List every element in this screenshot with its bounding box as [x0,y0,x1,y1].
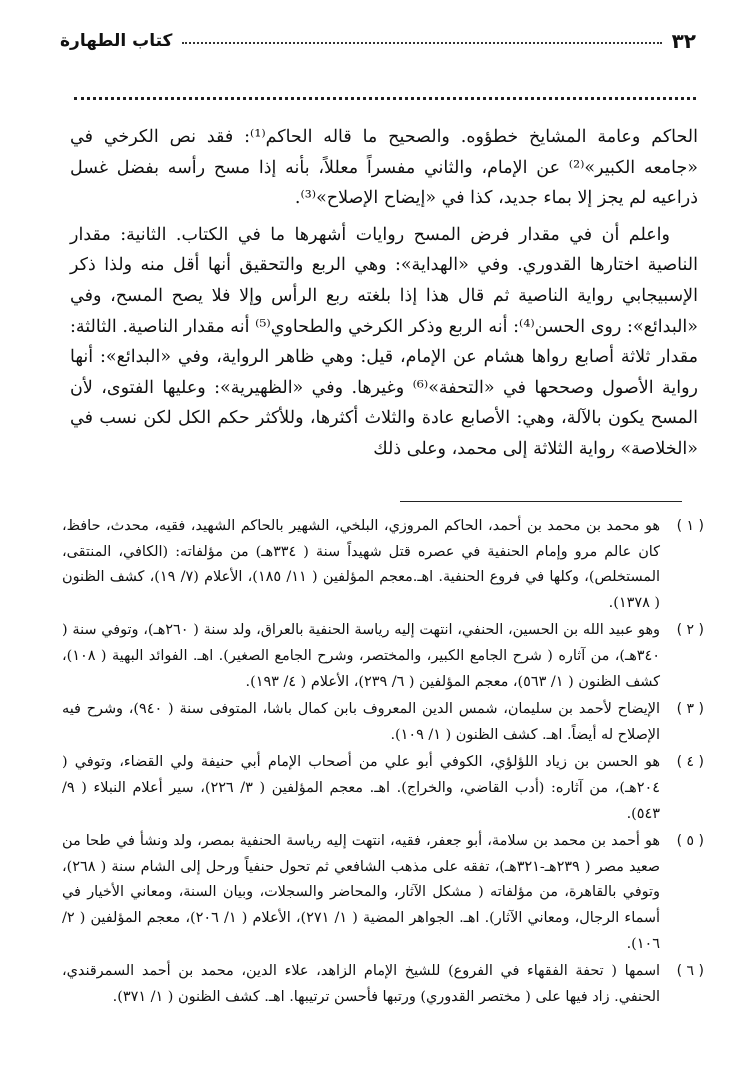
footnote-text: هو محمد بن محمد بن أحمد، الحاكم المروزي، البلخي، الشهير بالحاكم الشهيد، فقيه، محدث، حافظ، كان عالم مرو وإمام الحنفية في عصره قتل شهيداً سنة ( ٣٣٤هـ) من مؤلفاته: (الكافي، المنتقى، المستخلص)، وكلها في فروع الحنفية. اهـ.معجم المؤلفين ( ١١/ ١٨٥)، الأعلام (٧/ ١٩)، كشف الظنون ( ١٣٧٨). [62,518,661,611]
running-header [60,26,696,56]
paragraph: الحاكم وعامة المشايخ خطؤوه. والصحيح ما قاله الحاكم⁽¹⁾: فقد نص الكرخي في «جامعه الكبير»⁽²⁾ عن الإمام، والثاني مفسراً معللاً، بأنه إذا مسح رأسه بفضل غسل ذراعيه لم يجز إلا بماء جديد، كذا في «إيضاح الإصلاح»⁽³⁾. [70,127,699,209]
footnotes [62,514,704,1012]
footnote [62,829,704,957]
main-text [70,122,698,465]
book-title: كتاب الطهارة [60,31,173,51]
footnote [62,697,704,748]
footnote-text: هو الحسن بن زياد اللؤلؤي، الكوفي أبو علي من أصحاب الإمام أبي حنيفة ولي القضاء، وتوفي ( ٢٠٤هـ)، من آثاره: (أدب القاضي، والخراج). اهـ. معجم المؤلفين ( ٣/ ٢٢٦)، سير أعلام النبلاء ( ٩/ ٥٤٣). [62,754,660,822]
footnote-number: ( ٣ ) [676,701,704,718]
footnote [62,959,704,1010]
footnote [62,750,704,827]
footnote [62,618,704,695]
footnote-text: وهو عبيد الله بن الحسين، الحنفي، انتهت إليه رياسة الحنفية بالعراق، ولد سنة ( ٢٦٠هـ)، وتوفي سنة ( ٣٤٠هـ)، من آثاره ( شرح الجامع الكبير، والمختصر، وشرح الجامع الصغير). اهـ. الفوائد البهية ( ١٠٨)، كشف الظنون ( ١/ ٥٦٣)، معجم المؤلفين ( ٦/ ٢٣٩)، الأعلام ( ٤/ ١٩٣). [62,622,660,690]
page-number: ٣٢ [671,29,696,53]
footnote-number: ( ٦ ) [676,963,704,980]
footnote-text: الإيضاح لأحمد بن سليمان، شمس الدين المعروف بابن كمال باشا، المتوفى سنة ( ٩٤٠)، وشرح فيه الإصلاح له أيضاً. اهـ. كشف الظنون ( ١/ ١٠٩). [62,701,660,743]
footnote-text: هو أحمد بن محمد بن سلامة، أبو جعفر، فقيه، انتهت إليه رياسة الحنفية بمصر، ولد ونشأ في طحا من صعيد مصر ( ٢٣٩هـ-٣٢١هـ)، تفقه على مذهب الشافعي ثم تحول حنفياً ورحل إلى الشام سنة ( ٢٦٨)، وتوفي بالقاهرة، من مؤلفاته ( مشكل الآثار، والمحاضر والسجلات، وبيان السنة، ومعاني الأخيار في أسماء الرجال، ومعاني الآثار). اهـ. الجواهر المضية ( ١/ ٢٧١)، الأعلام ( ١/ ٢٠٦)، معجم المؤلفين ( ٢/ ١٠٦). [62,833,660,952]
footnote-rule [400,501,682,502]
footnote-number: ( ٥ ) [676,833,704,850]
footnote-number: ( ٤ ) [676,754,704,771]
footnote-number: ( ٢ ) [676,622,704,639]
footnote [62,514,704,616]
footnote-number: ( ١ ) [676,518,704,534]
footnote-text: اسمها ( تحفة الفقهاء في الفروع) للشيخ الإمام الزاهد، علاء الدين، محمد بن أحمد السمرقندي، الحنفي. زاد فيها على ( مختصر القدوري) ورتبها فأحسن ترتيبها. اهـ. كشف الظنون ( ١/ ٣٧١). [62,963,660,1005]
dotted-separator [74,97,696,100]
paragraph: واعلم أن في مقدار فرض المسح روايات أشهرها ما في الكتاب. الثانية: مقدار الناصية اختارها القدوري. وفي «الهداية»: وهي الربع والتحقيق أنها أقل منه ولذا ذكر الإسبيجابي رواية الناصية ثم قال هذا إذا بلغته ربع الرأس وإلا فلا يصح المسح، وفي «البدائع»: روى الحسن⁽⁴⁾: أنه الربع وذكر الكرخي والطحاوي⁽⁵⁾ أنه مقدار الناصية. الثالثة: مقدار ثلاثة أصابع رواها هشام عن الإمام، قيل: وهي ظاهر الرواية، وفي «البدائع»: أنها رواية الأصول وصححها في «التحفة»⁽⁶⁾ وغيرها. وفي «الظهيرية»: وعليها الفتوى، لأن المسح يكون بالآلة، وهي: الأصابع عادة والثلاث أكثرها، وللأكثر حكم الكل لكن نسب في «الخلاصة» رواية الثلاثة إلى محمد، وعلى ذلك [70,224,698,459]
header-dotted-leader [182,42,661,44]
